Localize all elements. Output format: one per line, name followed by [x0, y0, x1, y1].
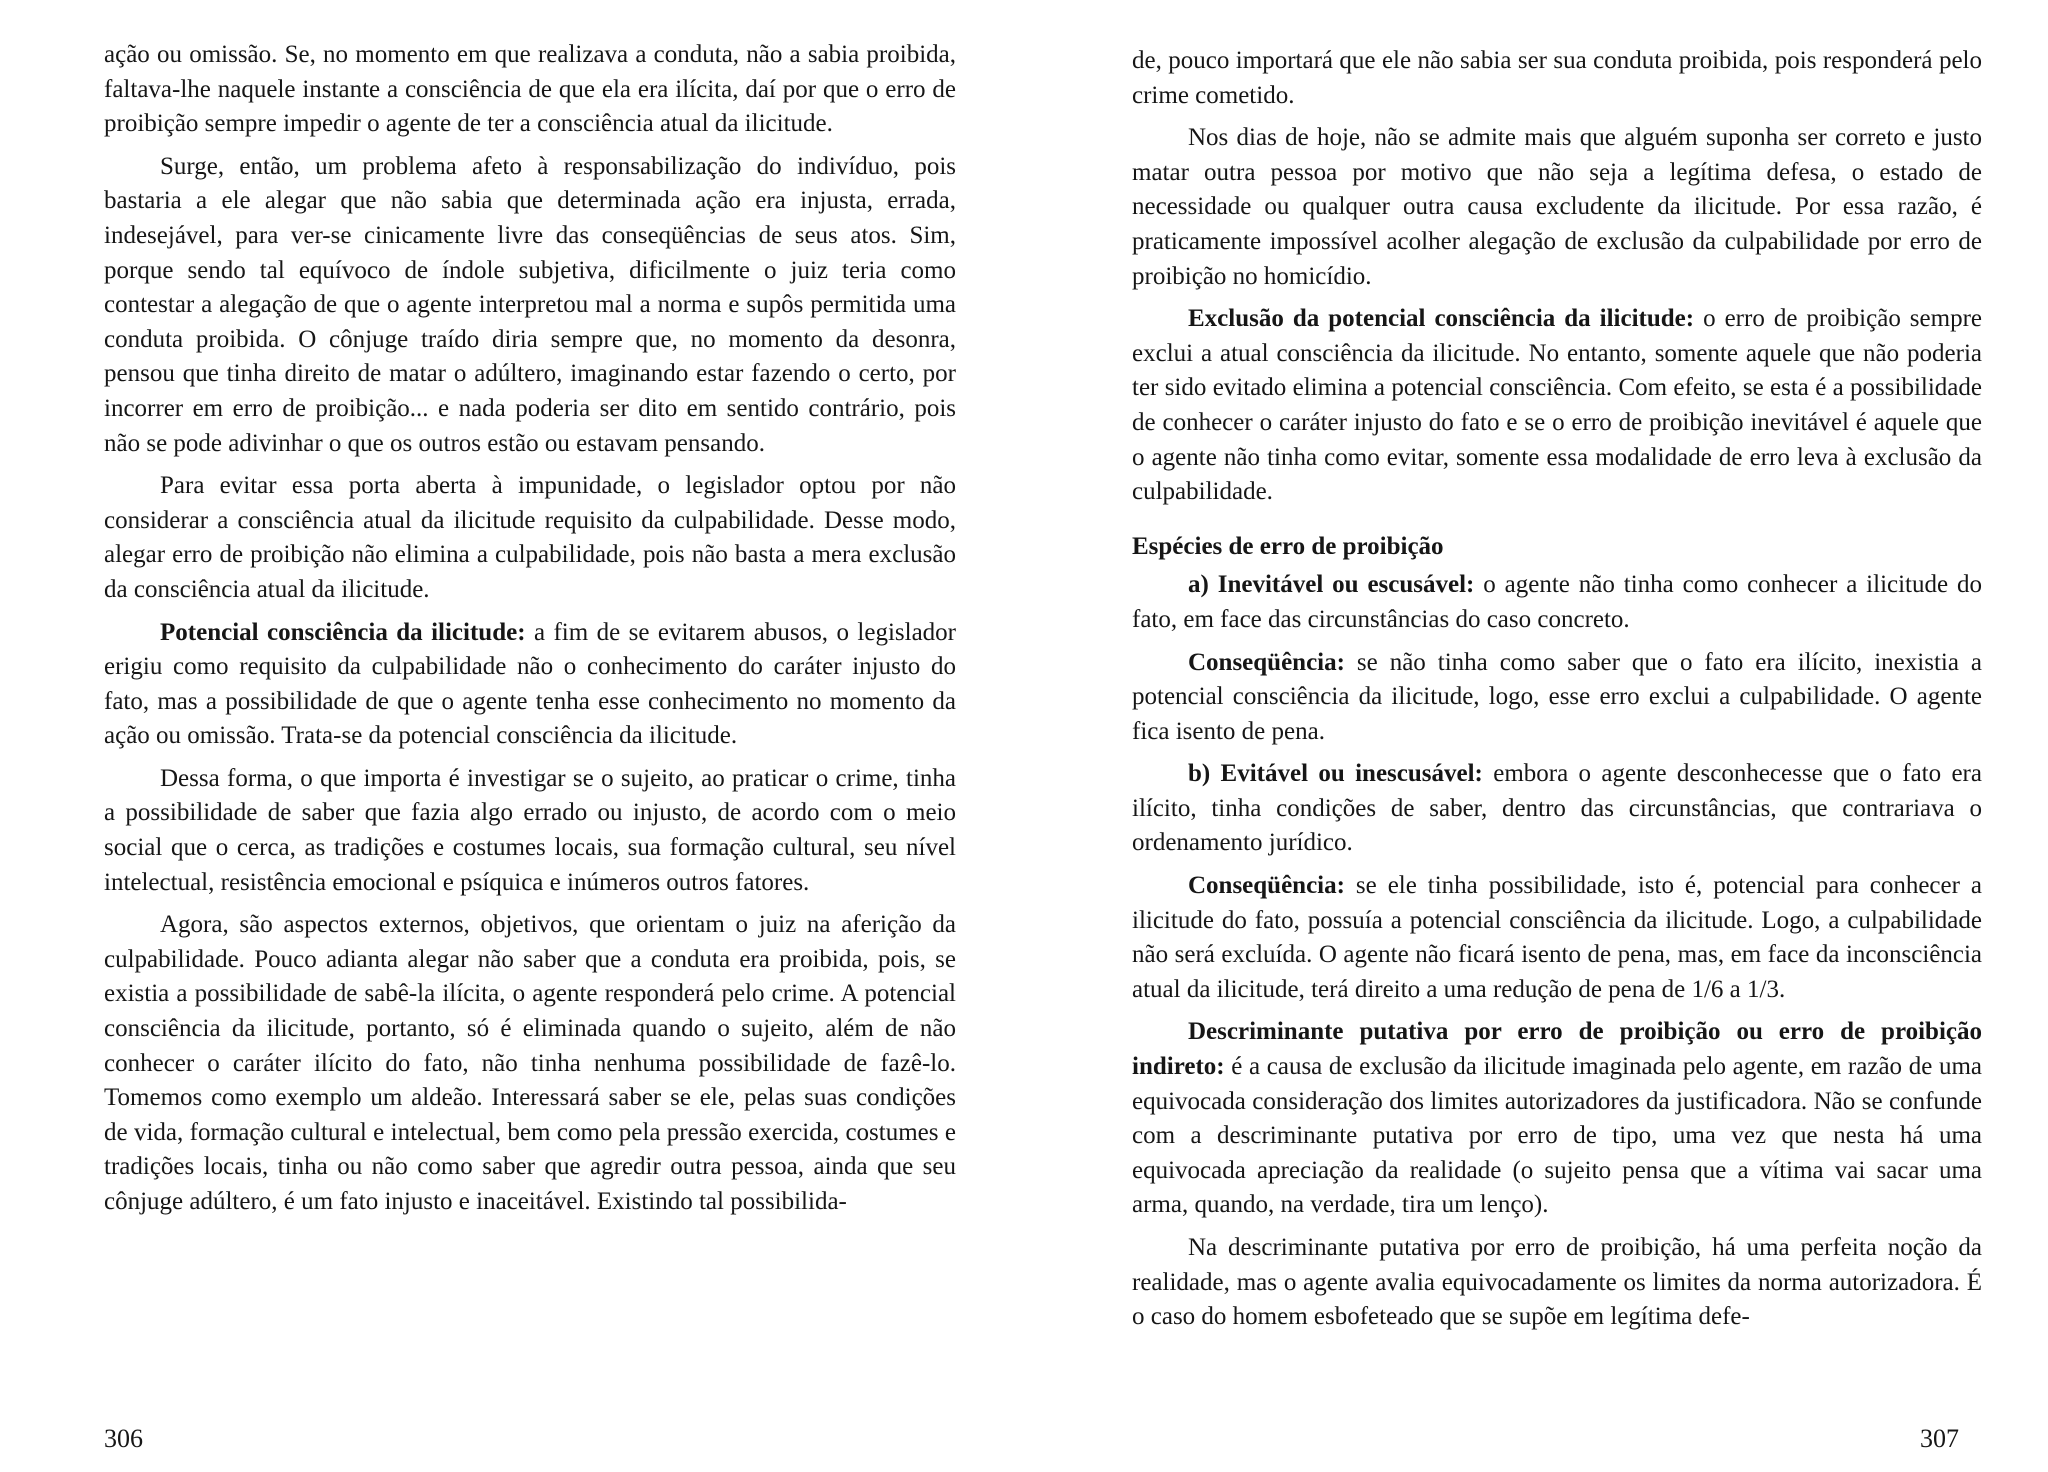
paragraph-lead: b) Evitável ou inescusável: [1188, 760, 1483, 788]
section-heading: Espécies de erro de proibição [1132, 532, 1444, 560]
paragraph-body: é a causa de exclusão da ilicitude imaginada pelo agente, em razão de uma equivocada consideração dos limites autorizadores da justificadora. Não se confunde com a descriminante putativa por erro de tipo, uma vez que nesta há uma equivocada apreciação da realidade (o sujeito pensa que a vítima vai sacar uma arma, quando, na verdade, tira um lenço). [1132, 1053, 1982, 1219]
paragraph: ação ou omissão. Se, no momento em que realizava a conduta, não a sabia proibida, faltava-lhe naquele instante a consciência de que ela era ilícita, daí por que o erro de proibição sempre impedir o agente de ter a consciência atual da ilicitude. [104, 41, 956, 138]
paragraph-body: a fim de se evitarem abusos, o legislador erigiu como requisito da culpabilidade não o conhecimento do caráter injusto do fato, mas a possibilidade de que o agente tenha esse conhecimento no momento da ação ou omissão. Trata-se da potencial consciência da ilicitude. [104, 618, 956, 750]
paragraph [1132, 757, 1982, 861]
page-number-right: 307 [1920, 1424, 1959, 1453]
page-number-left: 306 [104, 1424, 143, 1453]
paragraph-lead: Descriminante putativa por erro de proibição ou erro de proibição indireto: [1132, 1018, 1982, 1081]
paragraph-lead: Potencial consciência da ilicitude: [160, 618, 526, 646]
paragraph-body: o agente não tinha como conhecer a ilicitude do fato, em face das circunstâncias do caso concreto. [1132, 571, 1982, 633]
paragraph: Para evitar essa porta aberta à impunidade, o legislador optou por não considerar a consciência atual da ilicitude requisito da culpabilidade. Desse modo, alegar erro de proibição não elimina a culpabilidade, pois não basta a mera exclusão da consciência atual da ilicitude. [104, 472, 956, 603]
paragraph-body: embora o agente desconhecesse que o fato era ilícito, tinha condições de saber, dentro das circunstâncias, que contrariava o ordenamento jurídico. [1132, 760, 1982, 857]
paragraph: Nos dias de hoje, não se admite mais que alguém suponha ser correto e justo matar outra pessoa por motivo que não seja a legítima defesa, o estado de necessidade ou qualquer outra causa excludente da ilicitude. Por essa razão, é praticamente impossível acolher alegação de exclusão da culpabilidade por erro de proibição no homicídio. [1132, 124, 1982, 290]
paragraph [104, 616, 956, 754]
paragraph: Na descriminante putativa por erro de proibição, há uma perfeita noção da realidade, mas o agente avalia equivocadamente os limites da norma autorizadora. É o caso do homem esbofeteado que se supõe em legítima defe- [1132, 1234, 1982, 1331]
left-page [104, 38, 956, 1220]
paragraph-body: se ele tinha possibilidade, isto é, potencial para conhecer a ilicitude do fato, possuía a potencial consciência da ilicitude. Logo, a culpabilidade não será excluída. O agente não ficará isento de pena, mas, em face da inconsciência atual da ilicitude, terá direito a uma redução de pena de 1/6 a 1/3. [1132, 872, 1982, 1003]
paragraph-lead: Conseqüência: [1188, 872, 1345, 900]
paragraph-lead: Exclusão da potencial consciência da ilicitude: [1188, 305, 1695, 333]
paragraph-lead: Conseqüência: [1188, 648, 1345, 676]
paragraph [1132, 302, 1982, 510]
paragraph: Surge, então, um problema afeto à responsabilização do indivíduo, pois bastaria a ele alegar que não sabia que determinada ação era injusta, errada, indesejável, para ver-se cinicamente livre das conseqüências de seus atos. Sim, porque sendo tal equívoco de índole subjetiva, dificilmente o juiz teria como contestar a alegação de que o agente interpretou mal a norma e supôs permitida uma conduta proibida. O cônjuge traído diria sempre que, no momento da desonra, pensou que tinha direito de matar o adúltero, imaginando estar fazendo o certo, por incorrer em erro de proibição... e nada poderia ser dito em sentido contrário, pois não se pode adivinhar o que os outros estão ou estavam pensando. [104, 152, 956, 457]
paragraph-body: se não tinha como saber que o fato era ilícito, inexistia a potencial consciência da ilicitude, logo, esse erro exclui a culpabilidade. O agente fica isento de pena. [1132, 648, 1982, 745]
paragraph [1132, 568, 1982, 637]
paragraph-body: o erro de proibição sempre exclui a atual consciência da ilicitude. No entanto, somente aquele que não poderia ter sido evitado elimina a potencial consciência. Com efeito, se esta é a possibilidade de conhecer o caráter injusto do fato e se o erro de proibição inevitável é aquele que o agente não tinha como evitar, somente essa modalidade de erro leva à exclusão da culpabilidade. [1132, 305, 1982, 506]
paragraph [1132, 646, 1982, 750]
paragraph: Agora, são aspectos externos, objetivos, que orientam o juiz na aferição da culpabilidade. Pouco adianta alegar não saber que a conduta era proibida, pois, se existia a possibilidade de sabê-la ilícita, o agente responderá pelo crime. A potencial consciência da ilicitude, portanto, só é eliminada quando o sujeito, além de não conhecer o caráter ilícito do fato, não tinha nenhuma possibilidade de fazê-lo. Tomemos como exemplo um aldeão. Interessará saber se ele, pelas suas condições de vida, formação cultural e intelectual, bem como pela pressão exercida, costumes e tradições locais, tinha ou não como saber que agredir outra pessoa, ainda que seu cônjuge adúltero, é um fato injusto e inaceitável. Existindo tal possibilida- [104, 911, 956, 1215]
right-page [1132, 44, 1982, 1335]
paragraph: de, pouco importará que ele não sabia ser sua conduta proibida, pois responderá pelo crime cometido. [1132, 47, 1982, 109]
paragraph [1132, 869, 1982, 1007]
paragraph: Dessa forma, o que importa é investigar se o sujeito, ao praticar o crime, tinha a possibilidade de saber que fazia algo errado ou injusto, de acordo com o meio social que o cerca, as tradições e costumes locais, sua formação cultural, seu nível intelectual, resistência emocional e psíquica e inúmeros outros fatores. [104, 764, 956, 896]
paragraph-lead: a) Inevitável ou escusável: [1188, 571, 1475, 599]
paragraph [1132, 1015, 1982, 1223]
